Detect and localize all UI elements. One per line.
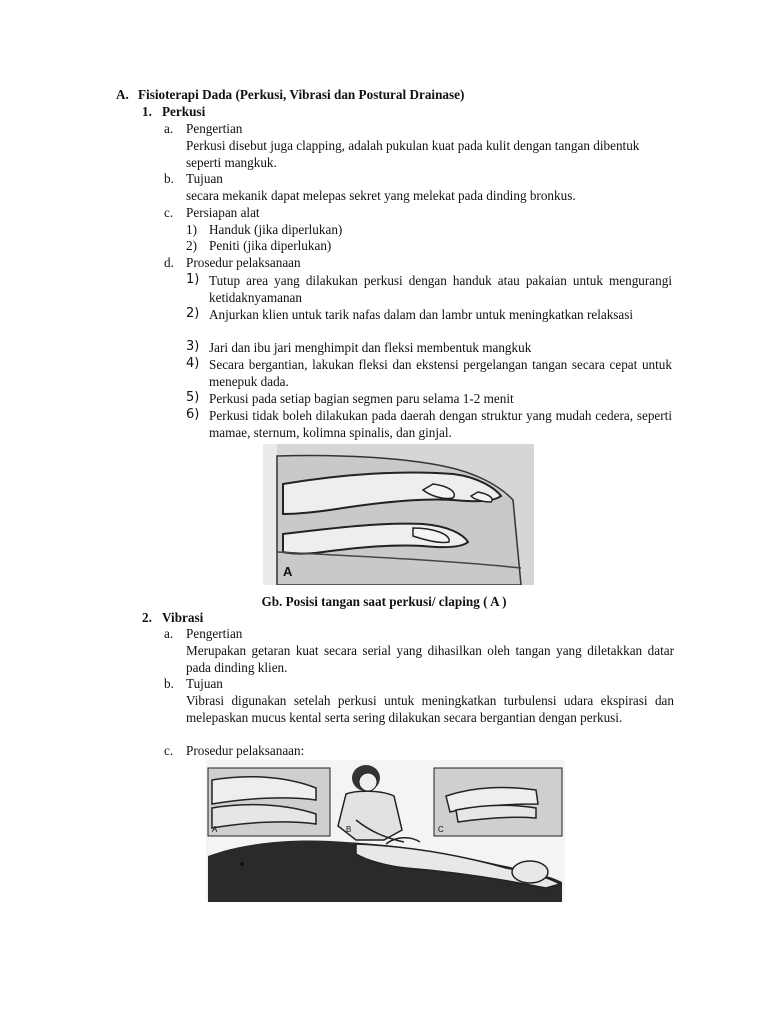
step-text: Tutup area yang dilakukan perkusi dengan handuk atau pakaian untuk mengurangi ketidaknyamanan [209,273,672,305]
section-letter: A. [116,87,129,102]
step-text: Jari dan ibu jari menghimpit dan fleksi membentuk mangkuk [209,340,532,355]
vibration-illustration [206,760,565,902]
vibrasi-a-label: Pengertian [186,626,243,641]
vibrasi-a-text: Merupakan getaran kuat secara serial yang dihasilkan oleh tangan yang diletakkan datar pada dinding klien. [186,643,674,675]
vibrasi-b-text: Vibrasi digunakan setelah perkusi untuk meningkatkan turbulensi udara ekspirasi dan melepaskan mucus kental serta sering dilakukan secara bergantian dengan perkusi. [186,693,674,725]
perkusi-number: 1. [142,104,152,119]
vibrasi-b-label: Tujuan [186,676,223,691]
step-number: 6) [186,407,200,422]
vibrasi-number: 2. [142,610,152,625]
perkusi-hand-position-image [263,444,534,585]
perkusi-title: Perkusi [162,104,206,119]
step-text: Anjurkan klien untuk tarik nafas dalam dan lambr untuk meningkatkan relaksasi [209,307,634,322]
perkusi-c-item: Handuk (jika diperlukan) [209,222,343,237]
vibrasi-procedure-image [206,760,565,902]
section-title: Fisioterapi Dada (Perkusi, Vibrasi dan Postural Drainase) [138,87,465,102]
step-text: Perkusi pada setiap bagian segmen paru selama 1-2 menit [209,391,514,406]
perkusi-c-item-number: 1) [186,222,197,237]
perkusi-b-label: Tujuan [186,171,223,186]
vibrasi-a-mark: a. [164,626,174,641]
perkusi-a-text: Perkusi disebut juga clapping, adalah pukulan kuat pada kulit dengan tangan dibentuk seperti mangkuk. [186,138,640,170]
step-number: 5) [186,390,200,405]
figure-label-c: C [438,825,444,834]
perkusi-d-mark: d. [164,255,174,270]
hands-illustration [263,444,534,585]
figure-label-b: B [346,825,352,834]
perkusi-a-label: Pengertian [186,121,243,136]
vibrasi-c-mark: c. [164,743,174,758]
perkusi-figure-caption: Gb. Posisi tangan saat perkusi/ claping ( A ) [261,594,507,609]
perkusi-c-mark: c. [164,205,174,220]
perkusi-d-label: Prosedur pelaksanaan [186,255,301,270]
perkusi-b-text: secara mekanik dapat melepas sekret yang melekat pada dinding bronkus. [186,188,576,203]
step-text: Secara bergantian, lakukan fleksi dan ekstensi pergelangan tangan secara cepat untuk menepuk dada. [209,357,672,389]
step-number: 2) [186,306,200,321]
vibrasi-c-label: Prosedur pelaksanaan: [186,743,305,758]
perkusi-c-item: Peniti (jika diperlukan) [209,238,332,253]
step-number: 1) [186,272,200,287]
step-number: 4) [186,356,200,371]
figure-label-a: A [283,564,293,579]
vibrasi-b-mark: b. [164,676,174,691]
figure-label-a: A [212,825,218,834]
step-text: Perkusi tidak boleh dilakukan pada daerah dengan struktur yang mudah cedera, seperti mamae, sternum, kolimna spinalis, dan ginjal. [209,408,672,440]
vibrasi-title: Vibrasi [162,610,204,625]
perkusi-b-mark: b. [164,171,174,186]
perkusi-c-label: Persiapan alat [186,205,260,220]
perkusi-c-item-number: 2) [186,238,197,253]
perkusi-a-mark: a. [164,121,174,136]
step-number: 3) [186,339,200,354]
